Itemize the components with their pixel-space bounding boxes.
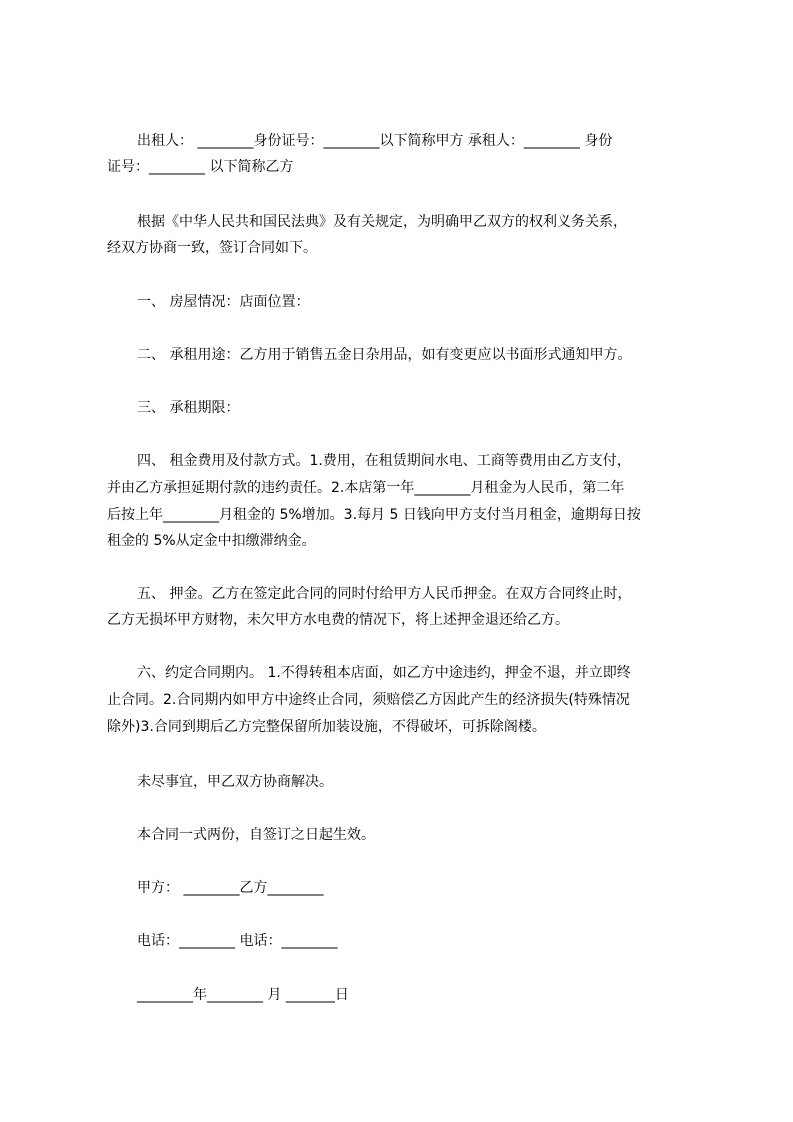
- clause-5-line-1: 五、 押金。乙方在签定此合同的同时付给甲方人民币押金。在双方合同终止时，: [137, 586, 632, 602]
- other-matters: 未尽事宜，甲乙双方协商解决。: [137, 774, 333, 790]
- signature-line: 甲方： ________乙方________: [137, 880, 324, 896]
- preamble-line-2: 经双方协商一致，签订合同如下。: [107, 240, 317, 256]
- clause-4-line-4: 租金的 5%从定金中扣缴滞纳金。: [107, 533, 316, 549]
- clause-4-line-2: 并由乙方承担延期付款的违约责任。2.本店第一年________月租金为人民币，第二年: [107, 480, 625, 496]
- clause-1-house-info: 一、 房屋情况：店面位置：: [137, 294, 310, 310]
- date-line: ________年________ 月 _______日: [137, 987, 349, 1003]
- clause-6-line-3: 除外)3.合同到期后乙方完整保留所加装设施，不得破坏，可拆除阁楼。: [107, 719, 546, 735]
- parties-line-2: 证号：________ 以下简称乙方: [107, 159, 294, 175]
- clause-2-usage: 二、 承租用途：乙方用于销售五金日杂用品，如有变更应以书面形式通知甲方。: [137, 347, 632, 363]
- clause-4-line-3: 后按上年________月租金的 5%增加。3.每月 5 日钱向甲方支付当月租金，逾期每日按: [107, 507, 641, 523]
- preamble-line-1: 根据《中华人民共和国民法典》及有关规定，为明确甲乙双方的权利义务关系，: [137, 214, 627, 230]
- clause-5-line-2: 乙方无损坏甲方财物，未欠甲方水电费的情况下，将上述押金退还给乙方。: [107, 612, 569, 628]
- clause-4-line-1: 四、 租金费用及付款方式。1.费用，在租赁期间水电、工商等费用由乙方支付，: [137, 453, 631, 469]
- parties-line-1: 出租人： ________身份证号：________以下简称甲方 承租人：________ 身份: [137, 133, 613, 149]
- clause-6-line-2: 止合同。2.合同期内如甲方中途终止合同，须赔偿乙方因此产生的经济损失(特殊情况: [107, 692, 630, 708]
- phone-line: 电话：________ 电话：________: [137, 933, 338, 949]
- copies-and-effect: 本合同一式两份，自签订之日起生效。: [137, 827, 375, 843]
- clause-6-line-1: 六、约定合同期内。 1.不得转租本店面，如乙方中途违约，押金不退，并立即终: [137, 665, 631, 681]
- clause-3-term: 三、 承租期限：: [137, 400, 240, 416]
